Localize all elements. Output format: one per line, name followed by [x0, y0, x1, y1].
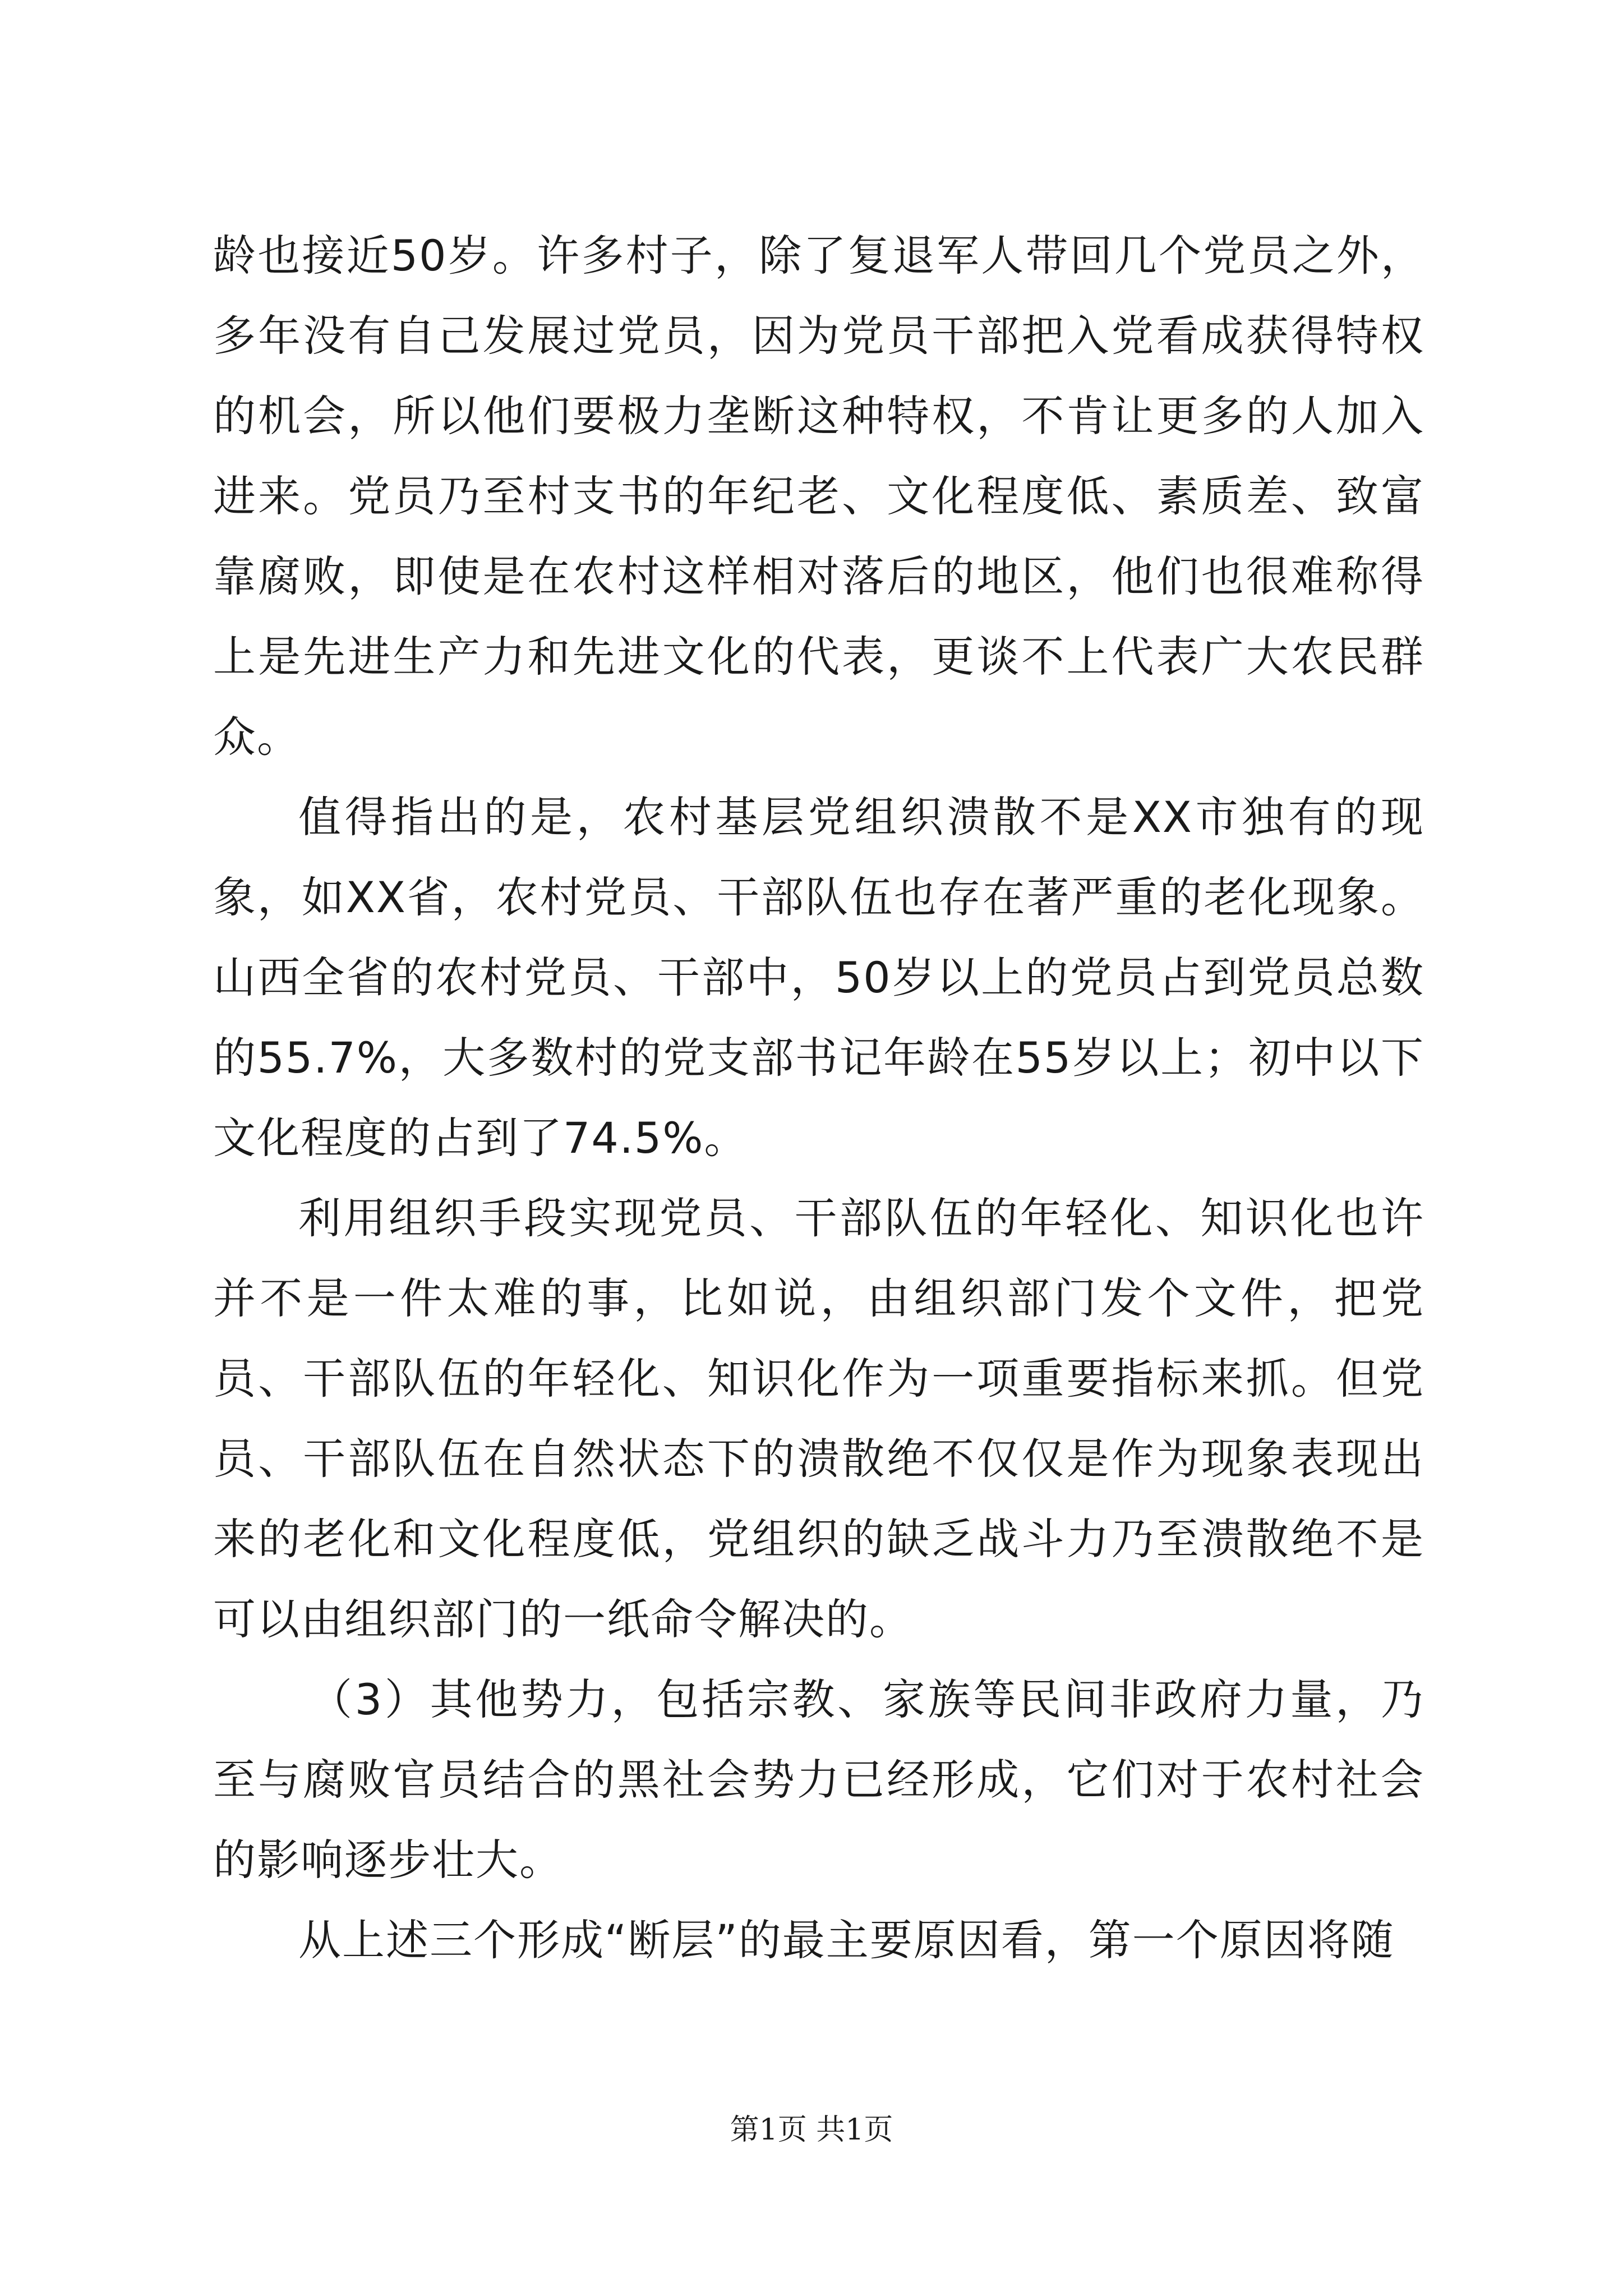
- paragraph-continuation: 龄也接近50岁。许多村子，除了复退军人带回几个党员之外，多年没有自己发展过党员，因为党员干部把入党看成获得特权的机会，所以他们要极力垄断这种特权，不肯让更多的人加入进来。党员乃至村支书的年纪老、文化程度低、素质差、致富靠腐败，即使是在农村这样相对落后的地区，他们也很难称得上是先进生产力和先进文化的代表，更谈不上代表广大农民群众。: [213, 231, 1424, 762]
- paragraph-organizational-means: 利用组织手段实现党员、干部队伍的年轻化、知识化也许并不是一件太难的事，比如说，由组织部门发个文件，把党员、干部队伍的年轻化、知识化作为一项重要指标来抓。但党员、干部队伍在自然状态下的溃散绝不仅仅是作为现象表现出来的老化和文化程度低，党组织的缺乏战斗力乃至溃散绝不是可以由组织部门的一纸命令解决的。: [213, 1193, 1424, 1644]
- page-footer: 第1页 共1页: [730, 2113, 893, 2147]
- paragraph-other-forces: （3）其他势力，包括宗教、家族等民间非政府力量，乃至与腐败官员结合的黑社会势力已经形成，它们对于农村社会的影响逐步壮大。: [213, 1674, 1424, 1885]
- paragraph-aging-phenomenon: 值得指出的是，农村基层党组织溃散不是XX市独有的现象，如XX省，农村党员、干部队伍也存在著严重的老化现象。山西全省的农村党员、干部中，50岁以上的党员占到党员总数的55.7%，大多数村的党支部书记年龄在55岁以上；初中以下文化程度的占到了74.5%。: [213, 792, 1424, 1163]
- document-body: [213, 215, 1424, 1980]
- paragraph-causes-summary: 从上述三个形成“断层”的最主要原因看，第一个原因将随: [298, 1915, 1395, 1965]
